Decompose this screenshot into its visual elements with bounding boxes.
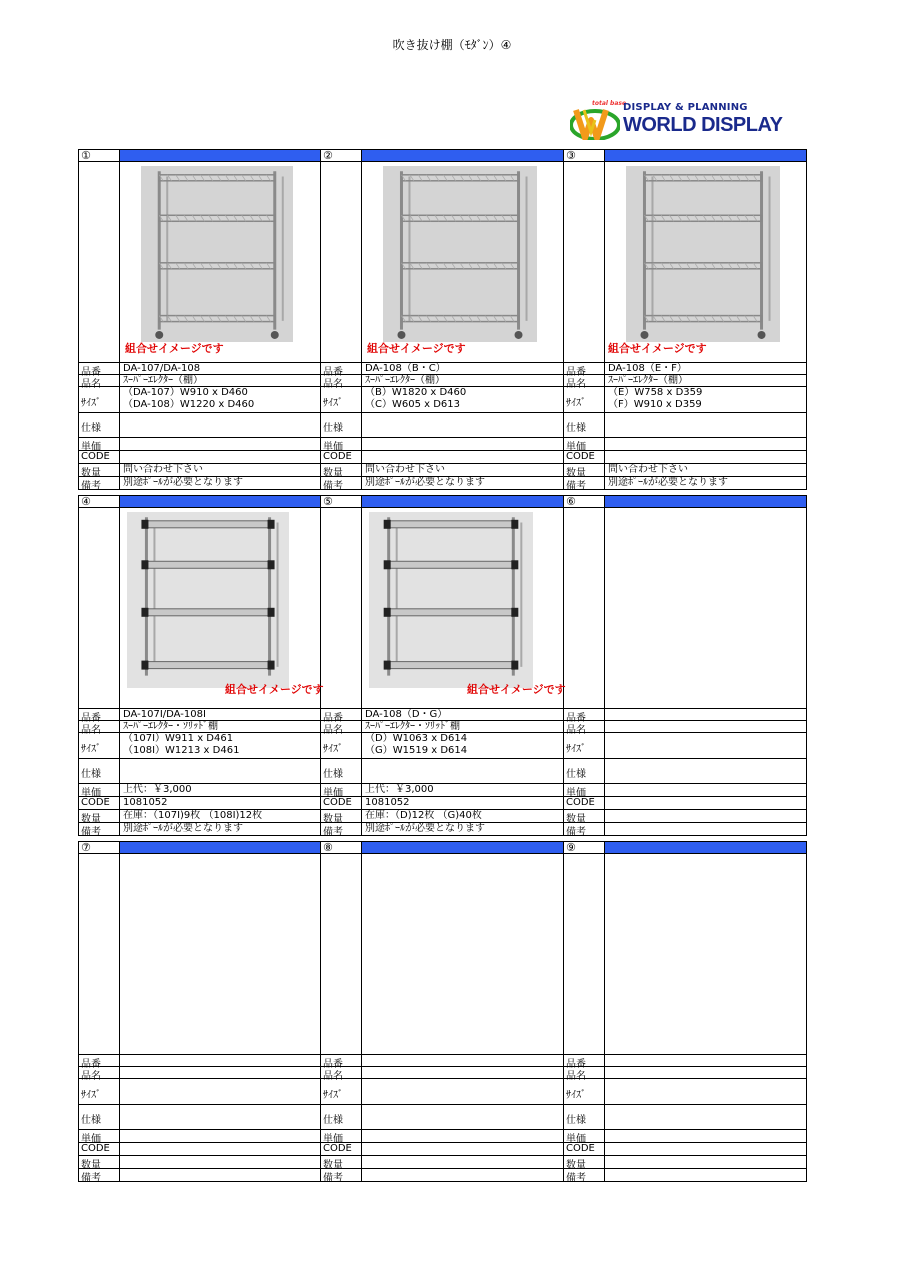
row-hinban (321, 1054, 563, 1070)
product-card (564, 841, 807, 1184)
label-bikou: 備考 (323, 481, 343, 492)
row-hinmei (321, 374, 563, 390)
value-bikou: 別途ﾎﾟｰﾙが必要となります (608, 477, 728, 488)
label-shiyou: 仕様 (566, 1115, 586, 1126)
image-caption: 組合せイメージです (225, 683, 324, 696)
product-photo (369, 512, 533, 688)
row-hinmei (79, 374, 320, 390)
label-size: ｻｲｽﾞ (81, 1090, 101, 1101)
item-number: ⑥ (566, 495, 576, 508)
row-tanka (79, 437, 320, 453)
product-card (321, 149, 564, 492)
label-suuryou: 数量 (81, 468, 101, 479)
item-number: ① (81, 149, 91, 162)
row-code (321, 796, 563, 809)
row-size (564, 386, 806, 412)
label-bikou: 備考 (81, 1173, 101, 1184)
shelf-illustration-icon (127, 512, 289, 688)
label-hinmei: 品名 (81, 1071, 101, 1082)
label-shiyou: 仕様 (566, 423, 586, 434)
row-tanka (564, 783, 806, 799)
card-header (564, 841, 806, 854)
item-number: ④ (81, 495, 91, 508)
label-bikou: 備考 (323, 1173, 343, 1184)
label-suuryou: 数量 (323, 468, 343, 479)
label-hinban: 品番 (323, 713, 343, 724)
row-size (321, 386, 563, 412)
row-bikou (321, 476, 563, 492)
label-hinban: 品番 (323, 367, 343, 378)
label-tanka: 単価 (566, 788, 586, 799)
value-size-2: （DA-108）W1220 x D460 (123, 399, 255, 410)
product-photo (626, 166, 780, 342)
label-suuryou: 数量 (323, 814, 343, 825)
row-shiyou (321, 758, 563, 783)
row-hinmei (321, 720, 563, 736)
value-hinmei: ｽｰﾊﾟｰｴﾚｸﾀｰ・ｿﾘｯﾄﾞ棚 (123, 721, 218, 732)
row-shiyou (321, 412, 563, 437)
label-shiyou: 仕様 (323, 769, 343, 780)
value-hinban: DA-108（D・G） (365, 709, 448, 720)
label-shiyou: 仕様 (81, 1115, 101, 1126)
label-size: ｻｲｽﾞ (323, 744, 343, 755)
row-hinmei (564, 1066, 806, 1082)
label-hinmei: 品名 (81, 725, 101, 736)
label-code: CODE (323, 451, 352, 462)
value-bikou: 別途ﾎﾟｰﾙが必要となります (365, 477, 485, 488)
value-hinban: DA-107/DA-108 (123, 363, 201, 374)
header-bar (604, 496, 806, 507)
image-cell (79, 854, 320, 1054)
row-hinban (79, 1054, 320, 1070)
item-number: ⑦ (81, 841, 91, 854)
row-hinmei (564, 720, 806, 736)
card-header (564, 495, 806, 508)
row-suuryou (564, 809, 806, 825)
logo-mark-icon (570, 106, 620, 140)
value-code: 1081052 (123, 797, 168, 808)
image-caption: 組合せイメージです (608, 342, 707, 355)
label-hinban: 品番 (323, 1059, 343, 1070)
label-hinmei: 品名 (323, 1071, 343, 1082)
card-header (79, 495, 320, 508)
label-code: CODE (566, 451, 595, 462)
row-size (79, 1078, 320, 1104)
label-tanka: 単価 (323, 788, 343, 799)
image-cell (79, 508, 324, 708)
row-shiyou (79, 758, 320, 783)
label-code: CODE (566, 797, 595, 808)
value-hinban: DA-108（B・C） (365, 363, 446, 374)
label-suuryou: 数量 (81, 814, 101, 825)
image-cell (79, 162, 320, 362)
card-header (321, 149, 563, 162)
label-tanka: 単価 (323, 1134, 343, 1145)
row-tanka (79, 783, 320, 799)
row-suuryou (79, 809, 320, 825)
header-bar (119, 842, 320, 853)
label-bikou: 備考 (81, 827, 101, 838)
row-size (321, 1078, 563, 1104)
label-hinban: 品番 (81, 1059, 101, 1070)
row-code (321, 450, 563, 463)
label-hinmei: 品名 (566, 725, 586, 736)
row-tanka (321, 783, 563, 799)
card-header (321, 495, 563, 508)
value-hinmei: ｽｰﾊﾟｰｴﾚｸﾀｰ（棚） (608, 375, 688, 386)
row-tanka (321, 437, 563, 453)
product-photo (127, 512, 289, 688)
row-hinban (79, 362, 320, 378)
value-suuryou: 問い合わせ下さい (365, 464, 445, 475)
product-card (78, 495, 324, 838)
row-hinban (564, 362, 806, 378)
value-suuryou: 在庫：（107I)9枚 （108I)12枚 (123, 810, 263, 821)
label-bikou: 備考 (81, 481, 101, 492)
label-size: ｻｲｽﾞ (81, 398, 101, 409)
label-shiyou: 仕様 (566, 769, 586, 780)
header-bar (361, 842, 563, 853)
value-size-2: （C）W605 x D613 (365, 399, 461, 410)
header-bar (361, 150, 563, 161)
row-hinban (321, 362, 563, 378)
product-photo (141, 166, 293, 342)
value-tanka: 上代：￥3,000 (365, 784, 434, 795)
label-bikou: 備考 (566, 1173, 586, 1184)
row-code (564, 796, 806, 809)
value-bikou: 別途ﾎﾟｰﾙが必要となります (365, 823, 485, 834)
row-size (564, 1078, 806, 1104)
row-code (564, 1142, 806, 1155)
item-number: ② (323, 149, 333, 162)
label-hinban: 品番 (566, 1059, 586, 1070)
logo-subtitle: DISPLAY & PLANNING (623, 102, 748, 113)
row-suuryou (564, 463, 806, 479)
label-tanka: 単価 (566, 442, 586, 453)
image-cell (321, 508, 566, 708)
value-size-1: （107I）W911 x D461 (123, 733, 234, 744)
value-code: 1081052 (365, 797, 410, 808)
row-suuryou (321, 463, 563, 479)
row-code (564, 450, 806, 463)
label-suuryou: 数量 (566, 1160, 586, 1171)
row-shiyou (564, 758, 806, 783)
row-shiyou (79, 412, 320, 437)
image-cell (564, 162, 806, 362)
row-hinmei (564, 374, 806, 390)
logo-wordmark: WORLD DISPLAY (623, 114, 783, 136)
row-tanka (79, 1129, 320, 1145)
label-tanka: 単価 (323, 442, 343, 453)
row-bikou (321, 822, 563, 838)
image-cell (321, 854, 563, 1054)
image-caption: 組合せイメージです (467, 683, 566, 696)
label-bikou: 備考 (323, 827, 343, 838)
value-size-1: （E）W758 x D359 (608, 387, 703, 398)
row-code (79, 450, 320, 463)
value-hinmei: ｽｰﾊﾟｰｴﾚｸﾀｰ（棚） (365, 375, 445, 386)
row-size (79, 732, 320, 758)
product-card (564, 495, 807, 838)
row-bikou (564, 1168, 806, 1184)
header-bar (119, 496, 320, 507)
header-bar (119, 150, 320, 161)
image-cell (321, 162, 563, 362)
row-hinban (564, 1054, 806, 1070)
header-bar (604, 842, 806, 853)
row-hinban (564, 708, 806, 724)
row-bikou (564, 822, 806, 838)
row-suuryou (321, 1155, 563, 1171)
value-bikou: 別途ﾎﾟｰﾙが必要となります (123, 477, 243, 488)
value-size-2: （F）W910 x D359 (608, 399, 702, 410)
row-bikou (79, 822, 320, 838)
header-bar (361, 496, 563, 507)
row-hinmei (321, 1066, 563, 1082)
label-tanka: 単価 (81, 442, 101, 453)
row-hinmei (79, 1066, 320, 1082)
label-suuryou: 数量 (566, 468, 586, 479)
value-size-1: （D）W1063 x D614 (365, 733, 468, 744)
label-size: ｻｲｽﾞ (81, 744, 101, 755)
label-shiyou: 仕様 (81, 423, 101, 434)
item-number: ③ (566, 149, 576, 162)
value-suuryou: 問い合わせ下さい (123, 464, 203, 475)
label-hinban: 品番 (566, 367, 586, 378)
label-hinmei: 品名 (566, 1071, 586, 1082)
row-size (564, 732, 806, 758)
label-shiyou: 仕様 (323, 1115, 343, 1126)
card-header (321, 841, 563, 854)
row-shiyou (321, 1104, 563, 1129)
row-tanka (564, 1129, 806, 1145)
product-card (564, 149, 807, 492)
row-shiyou (564, 412, 806, 437)
label-suuryou: 数量 (323, 1160, 343, 1171)
row-suuryou (79, 463, 320, 479)
row-shiyou (79, 1104, 320, 1129)
value-hinmei: ｽｰﾊﾟｰｴﾚｸﾀｰ・ｿﾘｯﾄﾞ棚 (365, 721, 460, 732)
product-photo (383, 166, 537, 342)
row-bikou (321, 1168, 563, 1184)
card-header (79, 149, 320, 162)
image-caption: 組合せイメージです (125, 342, 224, 355)
label-code: CODE (323, 797, 352, 808)
label-tanka: 単価 (81, 1134, 101, 1145)
value-tanka: 上代：￥3,000 (123, 784, 192, 795)
value-size-1: （B）W1820 x D460 (365, 387, 467, 398)
label-bikou: 備考 (566, 827, 586, 838)
item-number: ⑨ (566, 841, 576, 854)
row-tanka (321, 1129, 563, 1145)
value-size-2: （108I）W1213 x D461 (123, 745, 240, 756)
value-suuryou: 問い合わせ下さい (608, 464, 688, 475)
product-row-block (78, 495, 807, 838)
item-number: ⑧ (323, 841, 333, 854)
label-hinmei: 品名 (323, 379, 343, 390)
row-suuryou (564, 1155, 806, 1171)
value-hinban: DA-108（E・F） (608, 363, 687, 374)
company-logo (570, 100, 806, 140)
label-size: ｻｲｽﾞ (566, 398, 586, 409)
row-size (321, 732, 563, 758)
product-card (321, 841, 564, 1184)
label-code: CODE (566, 1143, 595, 1154)
value-hinban: DA-107I/DA-108I (123, 709, 206, 720)
card-header (79, 841, 320, 854)
row-hinban (321, 708, 563, 724)
label-hinban: 品番 (81, 367, 101, 378)
row-size (79, 386, 320, 412)
row-bikou (79, 476, 320, 492)
logo-tagline: total base (592, 100, 627, 107)
row-code (79, 796, 320, 809)
header-bar (604, 150, 806, 161)
label-hinmei: 品名 (81, 379, 101, 390)
label-code: CODE (323, 1143, 352, 1154)
product-card (321, 495, 566, 838)
product-row-block (78, 149, 807, 492)
row-code (321, 1142, 563, 1155)
label-shiyou: 仕様 (323, 423, 343, 434)
label-suuryou: 数量 (81, 1160, 101, 1171)
label-bikou: 備考 (566, 481, 586, 492)
row-tanka (564, 437, 806, 453)
label-shiyou: 仕様 (81, 769, 101, 780)
label-hinban: 品番 (566, 713, 586, 724)
image-cell (564, 854, 806, 1054)
item-number: ⑤ (323, 495, 333, 508)
value-bikou: 別途ﾎﾟｰﾙが必要となります (123, 823, 243, 834)
row-suuryou (321, 809, 563, 825)
value-size-1: （DA-107）W910 x D460 (123, 387, 248, 398)
image-caption: 組合せイメージです (367, 342, 466, 355)
label-size: ｻｲｽﾞ (566, 744, 586, 755)
label-size: ｻｲｽﾞ (323, 1090, 343, 1101)
row-hinban (79, 708, 320, 724)
label-size: ｻｲｽﾞ (323, 398, 343, 409)
shelf-illustration-icon (369, 512, 533, 688)
product-card (78, 841, 321, 1184)
row-code (79, 1142, 320, 1155)
label-hinmei: 品名 (323, 725, 343, 736)
value-suuryou: 在庫：（D)12枚 （G)40枚 (365, 810, 482, 821)
row-bikou (564, 476, 806, 492)
shelf-illustration-icon (141, 166, 293, 342)
label-suuryou: 数量 (566, 814, 586, 825)
image-cell (564, 508, 806, 708)
card-header (564, 149, 806, 162)
product-card (78, 149, 321, 492)
row-bikou (79, 1168, 320, 1184)
page-title: 吹き抜け棚（ﾓﾀﾞﾝ）④ (392, 38, 512, 52)
label-hinban: 品番 (81, 713, 101, 724)
shelf-illustration-icon (383, 166, 537, 342)
row-hinmei (79, 720, 320, 736)
label-tanka: 単価 (566, 1134, 586, 1145)
label-tanka: 単価 (81, 788, 101, 799)
label-code: CODE (81, 451, 110, 462)
value-hinmei: ｽｰﾊﾟｰｴﾚｸﾀｰ（棚） (123, 375, 203, 386)
label-size: ｻｲｽﾞ (566, 1090, 586, 1101)
label-hinmei: 品名 (566, 379, 586, 390)
product-row-block (78, 841, 807, 1184)
shelf-illustration-icon (626, 166, 780, 342)
value-size-2: （G）W1519 x D614 (365, 745, 468, 756)
label-code: CODE (81, 797, 110, 808)
row-suuryou (79, 1155, 320, 1171)
row-shiyou (564, 1104, 806, 1129)
label-code: CODE (81, 1143, 110, 1154)
